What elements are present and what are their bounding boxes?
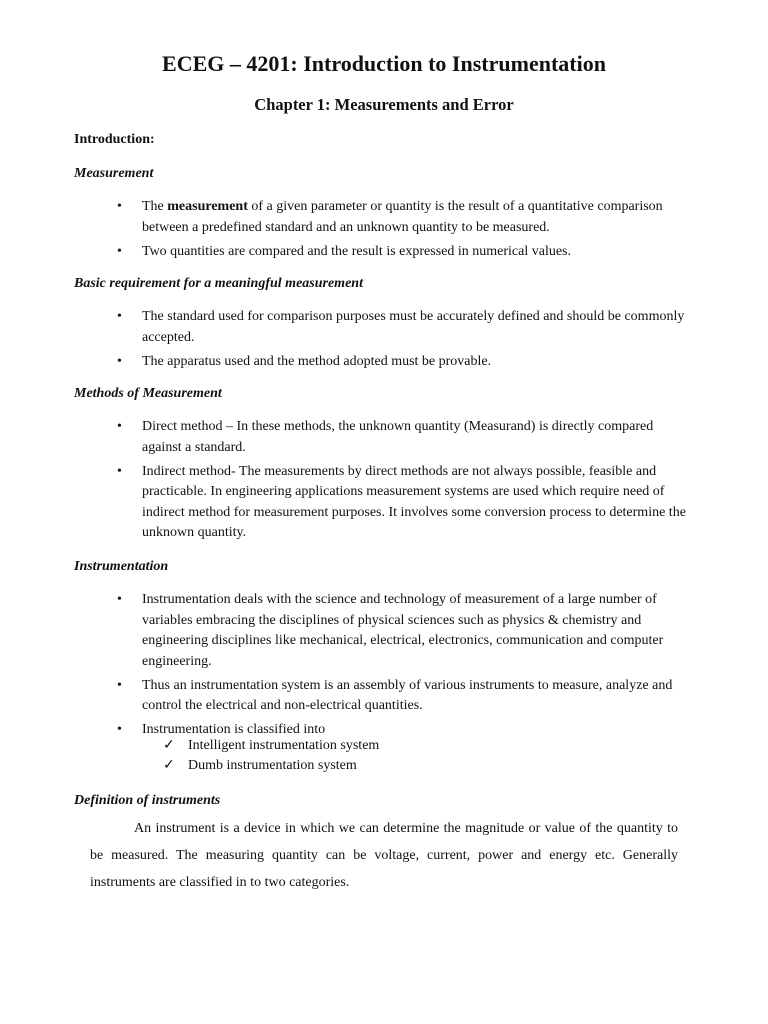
heading-measurement: Measurement — [74, 166, 154, 181]
heading-methods: Methods of Measurement — [74, 386, 222, 401]
list-item-text: Thus an instrumentation system is an assembly of various instruments to measure, analyze and control the electrical and non-electrical quantities. — [142, 677, 673, 713]
heading-basic-requirement: Basic requirement for a meaningful measurement — [74, 276, 363, 291]
list-item — [0, 242, 768, 263]
document-title: ECEG – 4201: Introduction to Instrumentation — [162, 51, 606, 76]
bullet-icon: • — [117, 463, 122, 479]
bullet-icon: • — [117, 243, 122, 259]
checkmark-icon: ✓ — [163, 738, 175, 753]
list-item-text: Two quantities are compared and the result is expressed in numerical values. — [142, 243, 571, 259]
bullet-icon: • — [117, 722, 122, 737]
bullet-icon: • — [117, 309, 122, 324]
list-item — [0, 197, 768, 238]
list-item — [0, 307, 768, 348]
bullet-icon: • — [117, 199, 122, 214]
list-item-text-post: of a given parameter or quantity is the result of a quantitative comparison between a predefined standard and an unknown quantity to be measured. — [142, 199, 663, 235]
list-item-text-bold: measurement — [167, 199, 248, 214]
bullet-icon: • — [117, 419, 122, 434]
list-item-text: The apparatus used and the method adopted must be provable. — [142, 353, 492, 369]
instrumentation-list — [0, 590, 768, 744]
heading-instrumentation: Instrumentation — [74, 559, 169, 574]
bullet-icon: • — [117, 353, 122, 369]
definition-paragraph — [90, 815, 678, 896]
sub-list-item — [0, 736, 768, 756]
basic-requirement-list — [0, 307, 768, 376]
checkmark-icon: ✓ — [163, 758, 175, 773]
sub-list-item — [0, 756, 768, 776]
list-item-text: Instrumentation deals with the science and technology of measurement of a large number of variables embracing the disciplines of physical sciences such as physics & chemistry and engineering disciplines like mechanical, electrical, electronics, communication and computer engineering. — [142, 592, 664, 669]
list-item-text: The standard used for comparison purposes must be accurately defined and should be commonly accepted. — [142, 309, 685, 345]
list-item — [0, 676, 768, 717]
list-item-text: Instrumentation is classified into — [142, 722, 326, 737]
bullet-icon: • — [117, 677, 122, 693]
list-item — [0, 462, 768, 544]
chapter-title: Chapter 1: Measurements and Error — [254, 95, 514, 114]
methods-list — [0, 417, 768, 547]
classification-sublist — [0, 736, 768, 776]
measurement-list — [0, 197, 768, 266]
heading-definition: Definition of instruments — [74, 793, 221, 808]
list-item-text: Indirect method- The measurements by direct methods are not always possible, feasible and practicable. In engineering applications measurement systems are used which require need of indirect method for measurement purposes. It involves some conversion process to determine the unknown quantity. — [142, 463, 686, 540]
intro-label: Introduction: — [74, 132, 155, 147]
list-item — [0, 417, 768, 458]
list-item — [0, 352, 768, 373]
sub-list-item-text: Dumb instrumentation system — [188, 758, 357, 773]
definition-text: An instrument is a device in which we can determine the magnitude or value of the quantity to be measured. The measuring quantity can be voltage, current, power and energy etc. Generally instruments are classified in to two categories. — [90, 821, 678, 890]
bullet-icon: • — [117, 592, 122, 607]
list-item-text-pre: The — [142, 199, 168, 214]
list-item — [0, 590, 768, 672]
sub-list-item-text: Intelligent instrumentation system — [188, 738, 380, 753]
list-item-text: Direct method – In these methods, the unknown quantity (Measurand) is directly compared against a standard. — [142, 419, 654, 455]
